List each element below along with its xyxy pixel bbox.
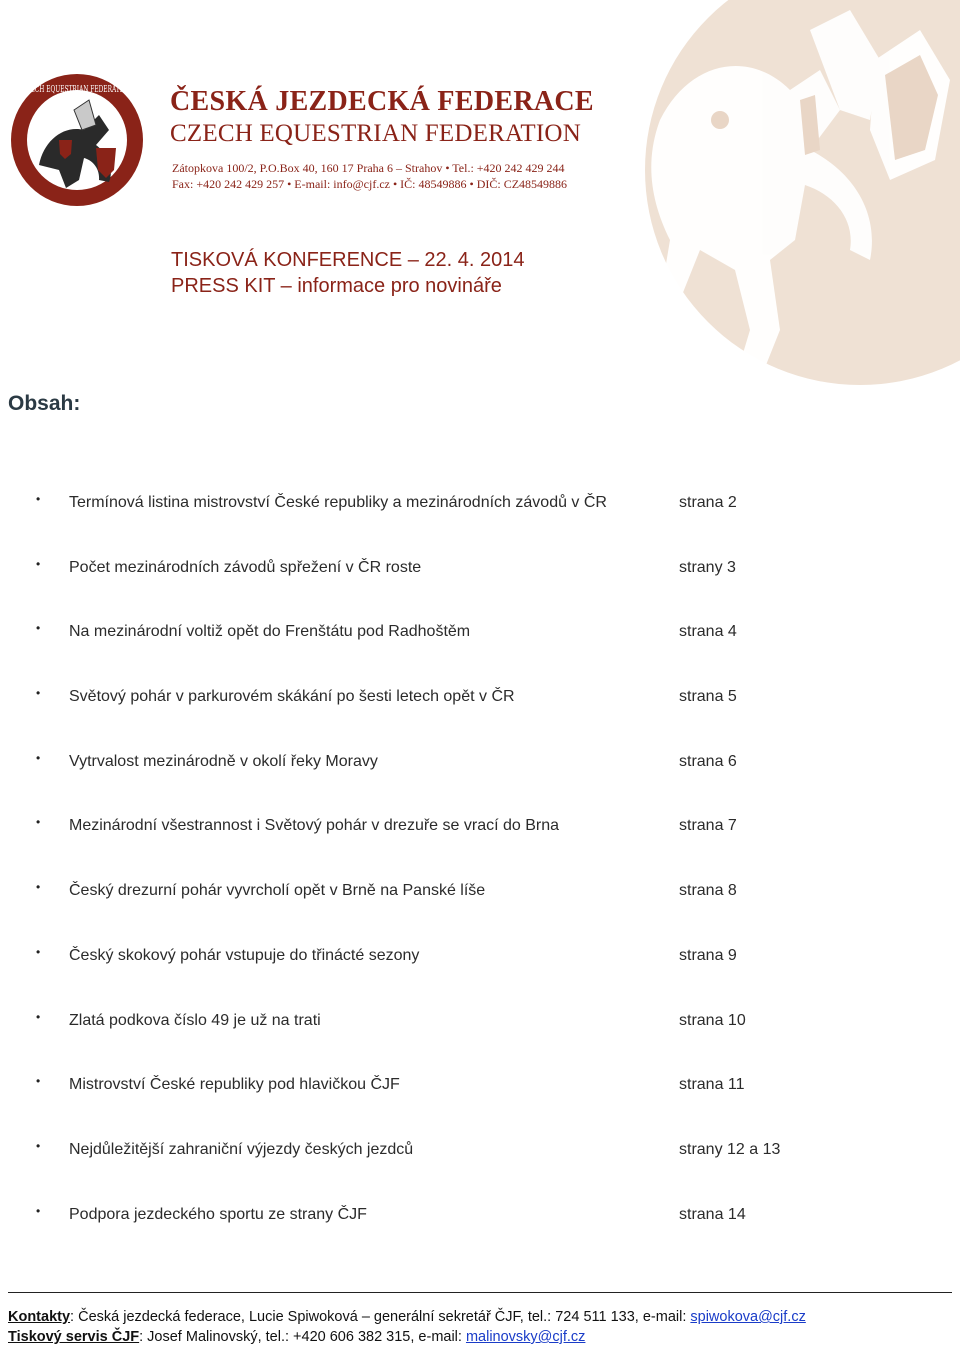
org-name-cz: ČESKÁ JEZDECKÁ FEDERACE <box>170 86 594 117</box>
footer-contacts <box>8 1309 806 1325</box>
bullet-icon: • <box>36 556 41 571</box>
contents-item-page: strana 4 <box>679 623 737 641</box>
bullet-icon: • <box>36 686 41 701</box>
contents-item-title: Světový pohár v parkurovém skákání po šesti letech opět v ČR <box>69 688 515 706</box>
contents-item <box>0 484 960 549</box>
contacts-text: : Česká jezdecká federace, Lucie Spiwoková – generální sekretář ČJF, tel.: 724 511 133, e-mail: <box>70 1309 691 1325</box>
contents-item <box>0 678 960 743</box>
address-line-1: Zátopkova 100/2, P.O.Box 40, 160 17 Praha 6 – Strahov • Tel.: +420 242 429 244 <box>172 161 565 175</box>
footer-press-service <box>8 1329 585 1345</box>
bullet-icon: • <box>36 880 41 895</box>
bullet-icon: • <box>36 1009 41 1024</box>
conference-title: TISKOVÁ KONFERENCE – 22. 4. 2014 <box>171 249 525 271</box>
press-service-label: Tiskový servis ČJF <box>8 1329 140 1345</box>
logo-lettering: CZECH EQUESTRIAN FEDERATION <box>22 85 133 95</box>
contents-item <box>0 1066 960 1131</box>
press-service-text: : Josef Malinovský, tel.: +420 606 382 315, e-mail: <box>139 1329 466 1345</box>
contents-item <box>0 1131 960 1196</box>
press-kit-title: PRESS KIT – informace pro novináře <box>171 275 502 297</box>
contents-item-title: Český skokový pohár vstupuje do třinácté sezony <box>69 946 420 964</box>
contents-item <box>0 1002 960 1067</box>
bullet-icon: • <box>36 815 41 830</box>
contents-item-title: Na mezinárodní voltiž opět do Frenštátu pod Radhoštěm <box>69 623 471 641</box>
contents-item-title: Mistrovství České republiky pod hlavičkou ČJF <box>69 1076 400 1094</box>
contents-item-page: strany 3 <box>679 558 736 576</box>
contents-item-title: Vytrvalost mezinárodně v okolí řeky Moravy <box>69 752 378 770</box>
bullet-icon: • <box>36 750 41 765</box>
contents-item <box>0 807 960 872</box>
contents-item-page: strana 14 <box>679 1205 746 1223</box>
contents-item-title: Podpora jezdeckého sportu ze strany ČJF <box>69 1205 367 1223</box>
contents-item-page: strana 10 <box>679 1011 746 1029</box>
contents-item <box>0 937 960 1002</box>
contents-item-page: strana 5 <box>679 688 737 706</box>
contents-item-title: Zlatá podkova číslo 49 je už na trati <box>69 1011 321 1029</box>
contacts-label: Kontakty <box>8 1309 71 1325</box>
contents-item-title: Nejdůležitější zahraniční výjezdy českých jezdců <box>69 1140 414 1158</box>
contents-heading: Obsah: <box>8 392 81 415</box>
footer-divider <box>8 1292 952 1293</box>
contact-email-link[interactable]: spiwokova@cjf.cz <box>690 1309 806 1325</box>
watermark-horse-rider-image <box>620 0 960 420</box>
contents-list <box>0 484 960 1260</box>
contents-item <box>0 872 960 937</box>
bullet-icon: • <box>36 1074 41 1089</box>
contents-item-title: Český drezurní pohár vyvrcholí opět v Brně na Panské líše <box>69 882 486 900</box>
contents-item-page: strana 9 <box>679 946 737 964</box>
contents-item-title: Termínová listina mistrovství České republiky a mezinárodních závodů v ČR <box>69 494 607 511</box>
bullet-icon: • <box>36 492 41 506</box>
contents-item <box>0 549 960 614</box>
contents-item-title: Počet mezinárodních závodů spřežení v ČR roste <box>69 558 422 576</box>
contents-item <box>0 743 960 808</box>
bullet-icon: • <box>36 1203 41 1218</box>
contents-item-title: Mezinárodní všestrannost i Světový pohár v drezuře se vrací do Brna <box>69 817 560 835</box>
contents-item <box>0 1196 960 1261</box>
contents-item-page: strana 2 <box>679 494 737 511</box>
bullet-icon: • <box>36 1138 41 1153</box>
contents-item-page: strana 6 <box>679 752 737 770</box>
contents-item-page: strana 8 <box>679 882 737 900</box>
address-line-2: Fax: +420 242 429 257 • E-mail: info@cjf.cz • IČ: 48549886 • DIČ: CZ48549886 <box>172 177 568 191</box>
bullet-icon: • <box>36 621 41 636</box>
contents-item-page: strana 11 <box>679 1076 745 1094</box>
press-email-link[interactable]: malinovsky@cjf.cz <box>465 1329 586 1345</box>
org-name-en: CZECH EQUESTRIAN FEDERATION <box>170 120 581 147</box>
contents-item <box>0 613 960 678</box>
contents-item-page: strany 12 a 13 <box>679 1140 781 1158</box>
bullet-icon: • <box>36 944 41 959</box>
contents-item-page: strana 7 <box>679 817 737 835</box>
federation-logo-image <box>4 70 154 210</box>
